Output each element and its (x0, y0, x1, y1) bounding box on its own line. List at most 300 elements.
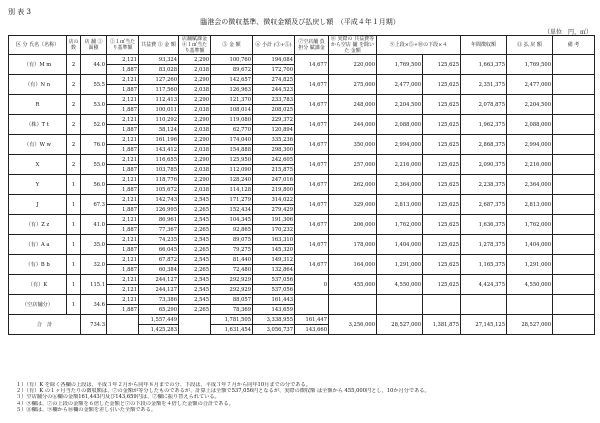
cell-base: 1,887 (107, 85, 139, 95)
cell-samt: 81,440 (211, 255, 253, 265)
cell-samt: 78,369 (211, 305, 253, 315)
cell-sbase: 2,545 (179, 255, 211, 265)
cell-sub: 161,443 (253, 295, 295, 305)
table-row (9, 75, 595, 85)
cell-stores: 1 (67, 215, 81, 235)
cell-samt: 62,770 (211, 125, 253, 135)
cell-sbase: 2,038 (179, 85, 211, 95)
cell-year2: 125,625 (423, 235, 461, 255)
cell-stores: 2 (67, 135, 81, 155)
total-samt: 1,781,505 (211, 315, 253, 325)
cell-sbase: 2,038 (179, 185, 211, 195)
cell-cost: 118,776 (139, 175, 179, 185)
cell-samt: 292,929 (211, 285, 253, 295)
cell-vacant: 14,677 (295, 195, 329, 215)
cell-cost: 126,995 (139, 205, 179, 215)
cell-sub: 145,320 (253, 245, 295, 255)
cell-cost: 100,011 (139, 105, 179, 115)
cell-samt: 72,480 (211, 265, 253, 275)
cell-year2: 125,625 (423, 55, 461, 75)
cell-sub: 335,236 (253, 135, 295, 145)
cell-vacant: 14,677 (295, 75, 329, 95)
cell-base: 1,887 (107, 225, 139, 235)
cell-sub: 537,056 (253, 275, 295, 285)
cell-sub: 132,864 (253, 265, 295, 275)
cell-sub: 274,825 (253, 75, 295, 85)
cell-year1: 2,216,000 (377, 155, 423, 175)
header-name: 区 分 氏名（名称） (9, 36, 67, 55)
cell-base: 1,887 (107, 125, 139, 135)
cell-vacant: 14,677 (295, 115, 329, 135)
cell-remarks (553, 275, 595, 295)
cell-cost: 244,127 (139, 275, 179, 285)
cell-year3: 2,090,375 (461, 155, 507, 175)
footnotes (16, 382, 592, 413)
total-label: 合 計 (9, 315, 81, 335)
cell-sbase: 2,265 (179, 305, 211, 315)
header-row (9, 36, 595, 55)
cell-actual: 164,000 (329, 255, 377, 275)
cell-refund: 4,550,000 (507, 275, 553, 295)
table-row (9, 135, 595, 145)
cell-stores: 1 (67, 195, 81, 215)
cell-base: 2,121 (107, 135, 139, 145)
cell-name: （有）M m (9, 55, 67, 75)
cell-sub: 298,300 (253, 145, 295, 155)
cell-year2 (423, 295, 461, 315)
cell-sub: 233,783 (253, 95, 295, 105)
cell-base: 1,887 (107, 145, 139, 155)
cell-year2: 125,625 (423, 75, 461, 95)
cell-year3: 1,962,375 (461, 115, 507, 135)
cell-name: （有）W w (9, 135, 67, 155)
cell-sbase: 2,290 (179, 115, 211, 125)
doc-label: 別 表 3 (8, 8, 31, 16)
total-cost: 1,557,449 (139, 315, 179, 325)
cell-sbase: 2,038 (179, 165, 211, 175)
cell-sub: 191,306 (253, 215, 295, 225)
header-remarks: 備 考 (553, 36, 595, 55)
cell-stores: 1 (67, 175, 81, 195)
total-actual: 3,256,000 (329, 315, 377, 335)
cell-samt: 126,963 (211, 85, 253, 95)
cell-cost: 142,743 (139, 195, 179, 205)
header-annual: 年間徴収額 (461, 36, 507, 55)
cell-stores: 2 (67, 155, 81, 175)
cell-sub: 215,875 (253, 165, 295, 175)
cell-samt: 108,014 (211, 105, 253, 115)
cell-remarks (553, 235, 595, 255)
cell-area: 55.0 (81, 155, 107, 175)
cell-stores: 1 (67, 275, 81, 295)
cell-samt: 100,760 (211, 55, 253, 65)
cell-year3: 1,663,375 (461, 55, 507, 75)
total-vac: 143,660 (295, 325, 329, 335)
cell-actual: 329,000 (329, 195, 377, 215)
cell-sub: 247,016 (253, 175, 295, 185)
cell-area: 56.0 (81, 175, 107, 195)
cell-base: 2,121 (107, 215, 139, 225)
cell-sbase: 2,290 (179, 75, 211, 85)
cell-actual: 248,000 (329, 95, 377, 115)
cell-year1 (377, 295, 423, 315)
cell-sub: 149,312 (253, 255, 295, 265)
cell-remarks (553, 135, 595, 155)
total-area: 734.3 (81, 315, 107, 335)
cell-area: 67.3 (81, 195, 107, 215)
cell-samt: 171,279 (211, 195, 253, 205)
cell-base: 2,121 (107, 235, 139, 245)
cell-refund: 1,762,000 (507, 215, 553, 235)
cell-sbase: 2,038 (179, 105, 211, 115)
cell-year2: 125,625 (423, 135, 461, 155)
cell-name: （有）A a (9, 235, 67, 255)
cell-year1: 2,204,500 (377, 95, 423, 115)
cell-year3: 2,351,375 (461, 75, 507, 95)
cell-area: 35.0 (81, 235, 107, 255)
cell-year2: 125,625 (423, 275, 461, 295)
cell-actual: 178,000 (329, 235, 377, 255)
cell-sub: 229,372 (253, 115, 295, 125)
cell-base: 1,887 (107, 205, 139, 215)
table-row (9, 95, 595, 105)
cell-year2: 125,625 (423, 95, 461, 115)
cell-refund: 2,364,000 (507, 175, 553, 195)
cell-stores: 1 (67, 235, 81, 255)
header-area: 店 舗 ① 面積 (81, 36, 107, 55)
table-row (9, 115, 595, 125)
cell-sbase: 2,290 (179, 135, 211, 145)
total-samt: 1,631,454 (211, 325, 253, 335)
cell-remarks (553, 155, 595, 175)
cell-cost: 60,384 (139, 265, 179, 275)
cell-stores: 2 (67, 115, 81, 135)
cell-sub: 244,523 (253, 85, 295, 95)
table-row (9, 155, 595, 165)
cell-base: 2,121 (107, 155, 139, 165)
header-calc: ⑨上段×⑤+⑩の下段×４ (377, 36, 461, 55)
cell-cost: 65,290 (139, 305, 179, 315)
cell-sub: 208,025 (253, 105, 295, 115)
cell-name: X (9, 155, 67, 175)
cell-name: （空店舗分） (9, 295, 67, 315)
cell-cost: 93,324 (139, 55, 179, 65)
table-row (9, 255, 595, 265)
cell-samt: 142,657 (211, 75, 253, 85)
cell-sbase: 2,038 (179, 125, 211, 135)
cell-cost: 103,785 (139, 165, 179, 175)
cell-actual: 350,000 (329, 135, 377, 155)
cell-vacant: 14,677 (295, 55, 329, 75)
header-stores: 店の数 (67, 36, 81, 55)
cell-year1: 1,404,000 (377, 235, 423, 255)
cell-samt: 154,888 (211, 145, 253, 155)
cell-sub: 143,659 (253, 305, 295, 315)
cell-samt: 79,275 (211, 245, 253, 255)
cell-cost: 77,367 (139, 225, 179, 235)
cell-sbase: 2,038 (179, 65, 211, 75)
cell-actual: 275,000 (329, 75, 377, 95)
unit-label: （単位 円、㎡） (543, 29, 592, 36)
cell-cost: 83,028 (139, 65, 179, 75)
cell-year1: 2,813,000 (377, 195, 423, 215)
cell-area: 76.0 (81, 135, 107, 155)
cell-sub: 279,429 (253, 205, 295, 215)
table-row (9, 215, 595, 225)
cell-refund: 1,769,500 (507, 55, 553, 75)
cell-base: 2,121 (107, 55, 139, 65)
cell-sbase: 2,545 (179, 275, 211, 285)
cell-name: （有）B b (9, 255, 67, 275)
cell-cost: 86,961 (139, 215, 179, 225)
cell-base: 1,887 (107, 165, 139, 175)
cell-area: 53.0 (81, 95, 107, 115)
cell-year1: 2,477,000 (377, 75, 423, 95)
cell-year3: 1,278,375 (461, 235, 507, 255)
cell-sub: 170,232 (253, 225, 295, 235)
cell-samt: 292,929 (211, 275, 253, 285)
cell-remarks (553, 75, 595, 95)
total-row (9, 315, 595, 325)
cell-remarks (553, 215, 595, 235)
cell-cost: 244,127 (139, 285, 179, 295)
header-base: ②１㎡当た り基準額 (107, 36, 139, 55)
cell-cost: 143,412 (139, 145, 179, 155)
table-row (9, 55, 595, 65)
cell-sbase: 2,290 (179, 175, 211, 185)
cell-samt: 128,240 (211, 175, 253, 185)
total-remarks (553, 315, 595, 335)
cell-sub: 242,605 (253, 155, 295, 165)
header-subtotal: ⑥ 小計 (③+⑤) (253, 36, 295, 55)
cell-samt: 174,040 (211, 135, 253, 145)
cell-year3: 4,424,375 (461, 275, 507, 295)
cell-sbase: 2,545 (179, 285, 211, 295)
cell-sbase: 2,545 (179, 235, 211, 245)
cell-remarks (553, 295, 595, 315)
cell-year3: 2,078,875 (461, 95, 507, 115)
cell-vacant: 14,677 (295, 155, 329, 175)
total-sub: 3,338,955 (253, 315, 295, 325)
cell-cost: 74,235 (139, 235, 179, 245)
cell-area: 52.0 (81, 115, 107, 135)
cell-sbase: 2,545 (179, 195, 211, 205)
cell-samt: 92,865 (211, 225, 253, 235)
cell-year1: 4,550,000 (377, 275, 423, 295)
cell-name: J (9, 195, 67, 215)
cell-samt: 104,345 (211, 215, 253, 225)
cell-samt: 89,672 (211, 65, 253, 75)
cell-actual: 257,000 (329, 155, 377, 175)
table-row (9, 235, 595, 245)
cell-base: 2,121 (107, 195, 139, 205)
cell-stores: 2 (67, 95, 81, 115)
total-sbase-empty (179, 315, 211, 335)
cell-cost: 110,292 (139, 115, 179, 125)
cell-stores: 2 (67, 75, 81, 95)
footnote: ２）（有）K の１ヶ月当たりの徴収額は、⑦の金額が等分したものであるが、計算上は全額で537,056円となるが、実際の徴収額 は全額から 455,000円とし、10か月分である。 (16, 388, 430, 395)
cell-vacant: 14,677 (295, 255, 329, 275)
cell-cost: 117,560 (139, 85, 179, 95)
cell-sbase: 2,545 (179, 295, 211, 305)
cell-cost: 127,260 (139, 75, 179, 85)
cell-remarks (553, 115, 595, 135)
cell-remarks (553, 55, 595, 75)
table-body (9, 36, 595, 335)
cell-base: 1,887 (107, 265, 139, 275)
cell-year3: 1,165,375 (461, 255, 507, 275)
cell-samt: 121,370 (211, 95, 253, 105)
table-row (9, 275, 595, 285)
cell-area: 32.0 (81, 255, 107, 275)
cell-sbase: 2,265 (179, 225, 211, 235)
cell-sub: 194,084 (253, 55, 295, 65)
cell-actual: 455,000 (329, 275, 377, 295)
cell-base: 1,887 (107, 245, 139, 255)
cell-sbase: 2,038 (179, 145, 211, 155)
cell-base: 1,887 (107, 305, 139, 315)
cell-vacant: 14,677 (295, 95, 329, 115)
cell-base: 1,887 (107, 105, 139, 115)
cell-sbase: 2,265 (179, 245, 211, 255)
cell-name: （有）N n (9, 75, 67, 95)
cell-sub: 537,056 (253, 285, 295, 295)
cell-name: （株）T t (9, 115, 67, 135)
cell-cost: 73,386 (139, 295, 179, 305)
cell-sub: 163,310 (253, 235, 295, 245)
cell-stores: 1 (67, 255, 81, 275)
cell-cost: 67,872 (139, 255, 179, 265)
cell-year1: 2,364,000 (377, 175, 423, 195)
cell-base: 2,121 (107, 255, 139, 265)
cell-vacant: 14,677 (295, 135, 329, 155)
cell-actual: 244,000 (329, 115, 377, 135)
header-refund: ⑪ 払 戻 額 (507, 36, 553, 55)
cell-vacant: 0 (295, 275, 329, 295)
cell-year2: 125,625 (423, 215, 461, 235)
cell-year2: 125,625 (423, 195, 461, 215)
cell-area: 34.6 (81, 295, 107, 315)
cell-stores: 2 (67, 55, 81, 75)
cell-area: 55.5 (81, 75, 107, 95)
cell-cost: 58,124 (139, 125, 179, 135)
cell-year2: 125,625 (423, 175, 461, 195)
cell-samt: 119,080 (211, 115, 253, 125)
cell-base: 2,121 (107, 285, 139, 295)
table-row (9, 295, 595, 305)
cell-refund: 2,994,000 (507, 135, 553, 155)
cell-name: R (9, 95, 67, 115)
cell-year1: 1,762,000 (377, 215, 423, 235)
cell-year3: 1,636,375 (461, 215, 507, 235)
cell-area: 41.0 (81, 215, 107, 235)
cell-base: 2,121 (107, 95, 139, 105)
cell-year1: 1,291,000 (377, 255, 423, 275)
page-title: 臨港会の徴収基準、徴収金額及び払戻し額 （平成４年１月期） (200, 18, 400, 26)
cell-actual (329, 295, 377, 315)
cell-name: （有）Z z (9, 215, 67, 235)
cell-year1: 1,769,500 (377, 55, 423, 75)
cell-actual: 220,000 (329, 55, 377, 75)
header-store-amount: ⑤ 金 額 (211, 36, 253, 55)
cell-refund: 1,404,000 (507, 235, 553, 255)
cell-refund: 2,204,500 (507, 95, 553, 115)
cell-base: 2,121 (107, 175, 139, 185)
cell-remarks (553, 195, 595, 215)
cell-refund: 2,477,000 (507, 75, 553, 95)
header-cost: 共益費 ③ 金 額 (139, 36, 179, 55)
cell-sub: 172,700 (253, 65, 295, 75)
cell-actual: 206,000 (329, 215, 377, 235)
total-cost: 1,425,283 (139, 325, 179, 335)
footnote: ３）空店舗分の⑥欄の金額161,443円及び143,659円は、⑦欄に振り替えられている。 (16, 394, 220, 401)
cell-refund: 2,813,000 (507, 195, 553, 215)
cell-year3 (461, 295, 507, 315)
cell-sub: 314,022 (253, 195, 295, 205)
cell-sub: 219,800 (253, 185, 295, 195)
cell-samt: 112,090 (211, 165, 253, 175)
cell-remarks (553, 95, 595, 115)
cell-base: 2,121 (107, 115, 139, 125)
header-actual: ⑧ 実際の 共益費等 から空店 舗 を除いた 金額 (329, 36, 377, 55)
header-vacant: ⑦空店舗 負担分 賦課金 (295, 36, 329, 55)
footnote: ５）⑪欄は、⑨欄から⑩欄の金額を差し引いた全額である。 (16, 406, 157, 413)
cell-base: 2,121 (107, 295, 139, 305)
cell-samt: 88,057 (211, 295, 253, 305)
cell-samt: 89,075 (211, 235, 253, 245)
cell-name: （有）K (9, 275, 67, 295)
total-sub: 3,056,737 (253, 325, 295, 335)
cell-area: 44.0 (81, 55, 107, 75)
cell-year3: 2,868,375 (461, 135, 507, 155)
cell-refund: 1,291,000 (507, 255, 553, 275)
cell-cost: 66,045 (139, 245, 179, 255)
total-vac: 161,447 (295, 315, 329, 325)
footnote: １）（有）K を除く各欄の上段は、平成３年２月から同年８月までの分、下段は、平成３年７月から同年10月までの分である。 (16, 382, 311, 388)
cell-cost: 161,196 (139, 135, 179, 145)
cell-remarks (553, 175, 595, 195)
cell-refund: 2,088,000 (507, 115, 553, 135)
cell-stores: 1 (67, 295, 81, 315)
fee-table (8, 35, 595, 335)
cell-base: 1,887 (107, 65, 139, 75)
total-year2: 1,381,875 (423, 315, 461, 335)
footnote: ４）⑨欄は、⑦の上段の金額を６倍した金額と⑦の下段の金額を４倍した金額の合計である。 (16, 400, 234, 407)
cell-cost: 112,413 (139, 95, 179, 105)
table-row (9, 195, 595, 205)
cell-vacant: 14,677 (295, 215, 329, 235)
table-row (9, 175, 595, 185)
cell-sbase: 2,290 (179, 55, 211, 65)
cell-remarks (553, 255, 595, 275)
cell-year3: 2,687,375 (461, 195, 507, 215)
cell-sbase: 2,290 (179, 95, 211, 105)
cell-samt: 125,950 (211, 155, 253, 165)
cell-name: Y (9, 175, 67, 195)
cell-base: 2,121 (107, 275, 139, 285)
cell-base: 2,121 (107, 75, 139, 85)
cell-sbase: 2,545 (179, 215, 211, 225)
cell-actual: 262,000 (329, 175, 377, 195)
cell-cost: 105,672 (139, 185, 179, 195)
total-base-empty (107, 315, 139, 335)
cell-year2: 125,625 (423, 155, 461, 175)
cell-vacant (295, 295, 329, 315)
total-refund: 28,527,000 (507, 315, 553, 335)
cell-sbase: 2,265 (179, 265, 211, 275)
total-year1: 28,527,000 (377, 315, 423, 335)
cell-vacant: 14,677 (295, 235, 329, 255)
